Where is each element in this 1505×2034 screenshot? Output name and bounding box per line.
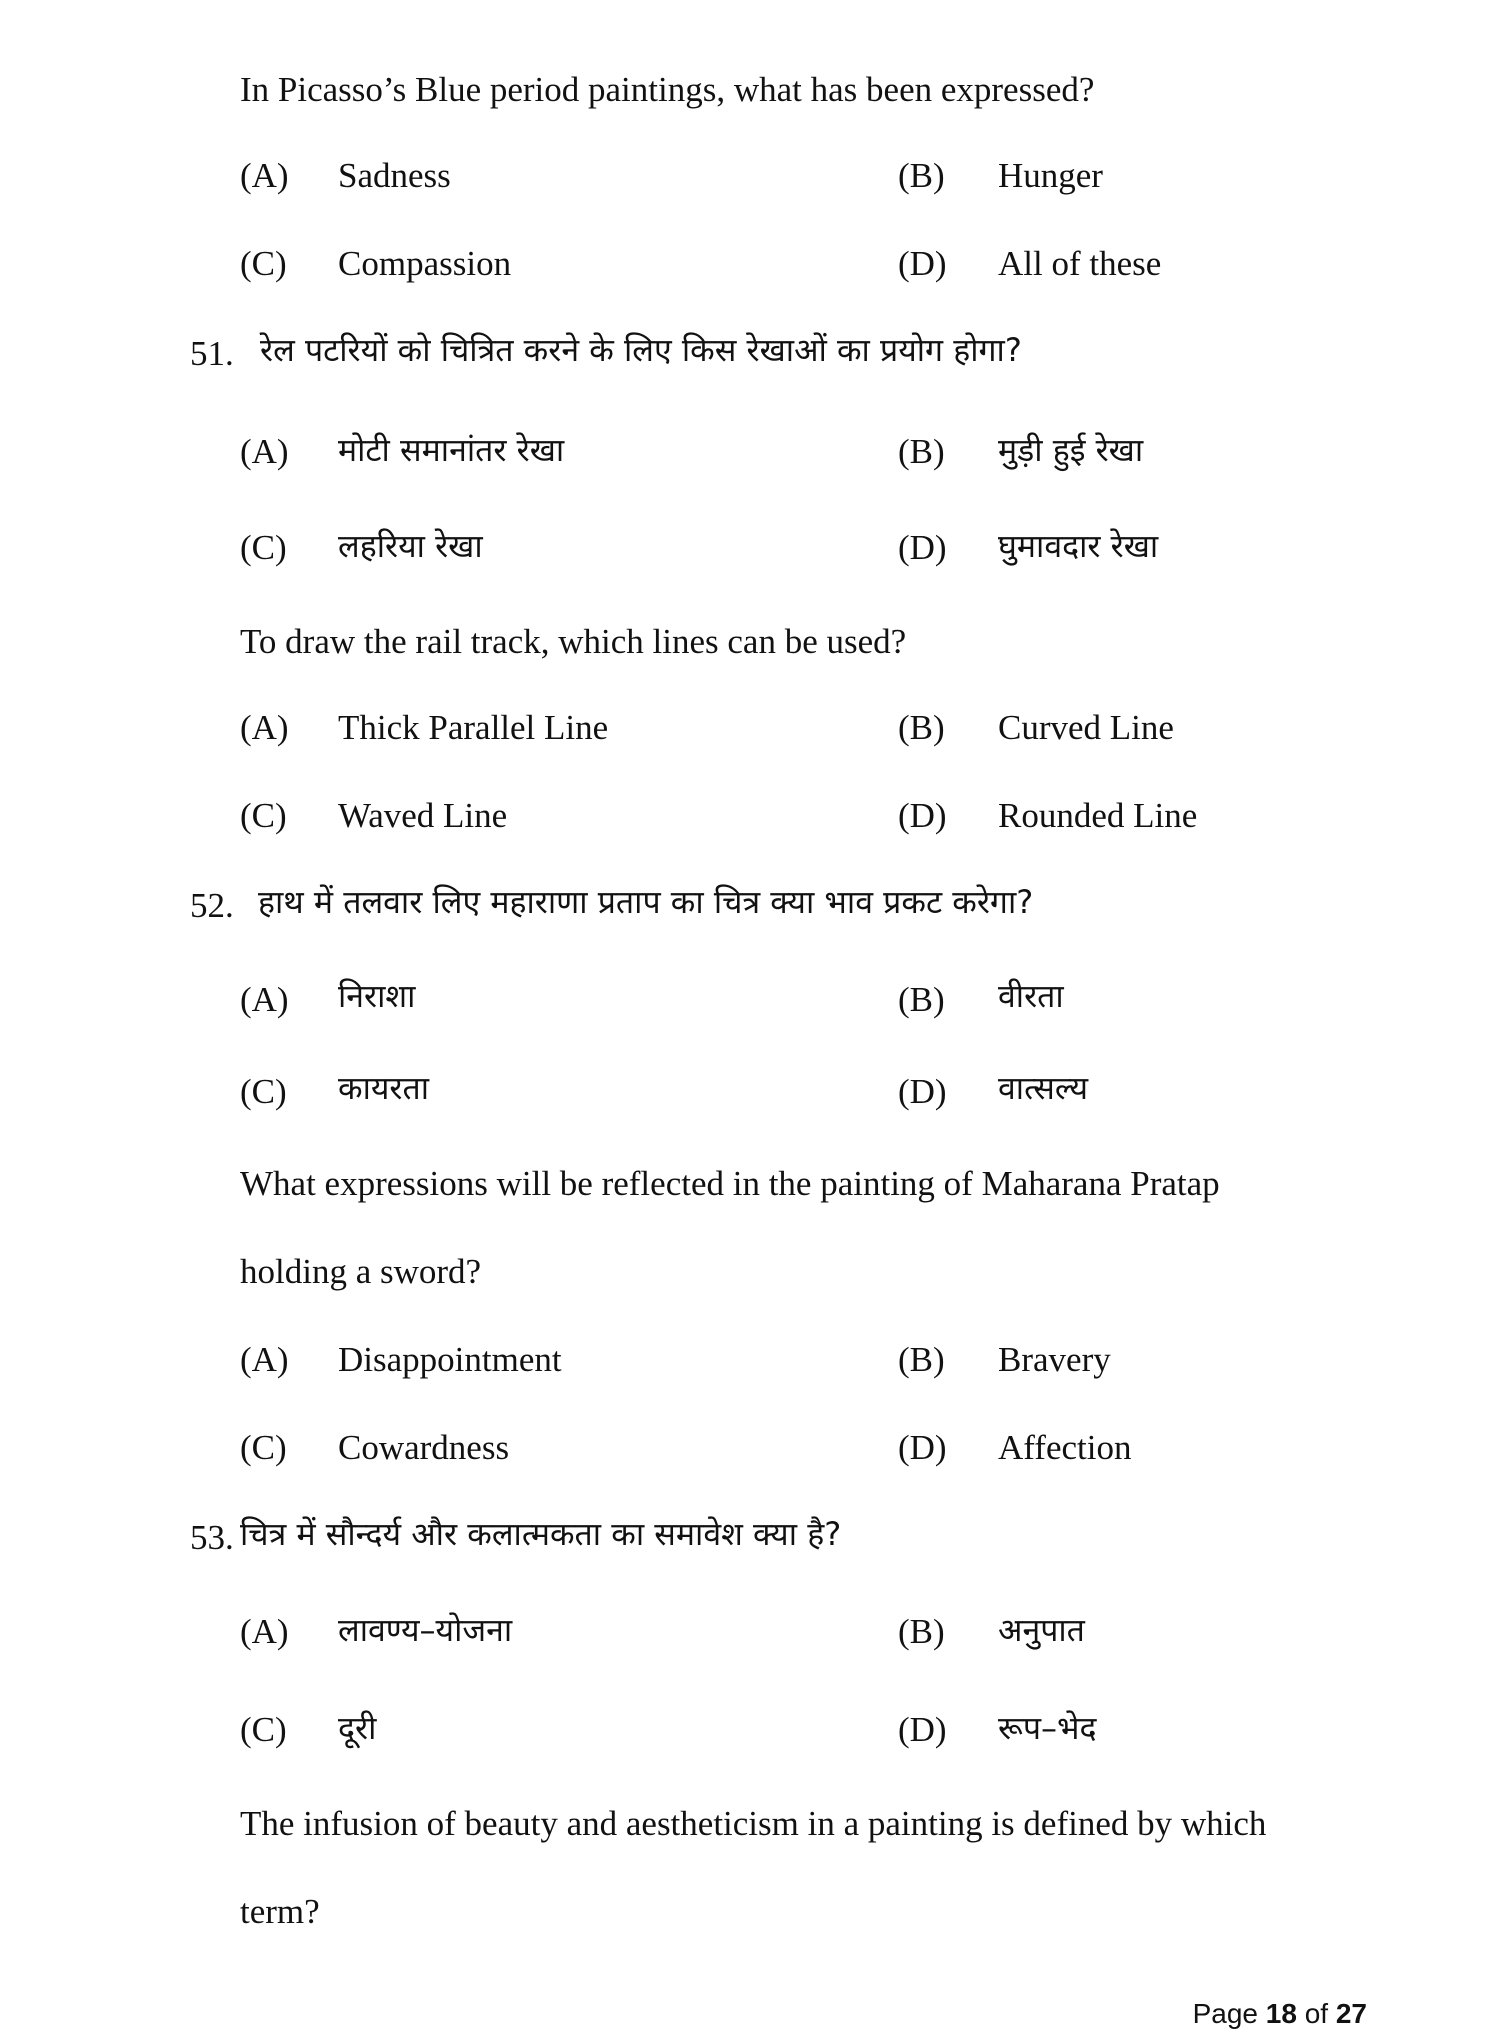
q51-hi-option-b-text: मुड़ी हुई रेखा — [998, 431, 1144, 469]
q51-en-option-d-text: Rounded Line — [998, 796, 1198, 835]
q53-hi-option-d-label: (D) — [898, 1710, 947, 1749]
page-number — [1193, 1998, 1367, 2030]
q50-option-d-text: All of these — [998, 244, 1162, 283]
question-50-english: In Picasso’s Blue period paintings, what has been expressed? — [240, 70, 1095, 109]
q51-hi-option-d-text: घुमावदार रेखा — [998, 527, 1159, 565]
q50-option-d-label: (D) — [898, 244, 947, 283]
q50-option-a-label: (A) — [240, 156, 289, 195]
q52-en-option-d-label: (D) — [898, 1428, 947, 1467]
q50-option-c-text: Compassion — [338, 244, 512, 283]
q52-hi-option-a-text: निराशा — [338, 977, 416, 1015]
q53-hi-option-c-label: (C) — [240, 1710, 287, 1749]
question-53-hindi: चित्र में सौन्दर्य और कलात्मकता का समावेश क्या है? — [240, 1515, 842, 1553]
q53-hi-option-b-text: अनुपात — [998, 1611, 1085, 1649]
question-53-number: 53. — [190, 1518, 234, 1557]
q52-hi-option-d-label: (D) — [898, 1072, 947, 1111]
q51-en-option-a-text: Thick Parallel Line — [338, 708, 609, 747]
q51-en-option-c-text: Waved Line — [338, 796, 508, 835]
q51-en-option-b-label: (B) — [898, 708, 945, 747]
q50-option-a-text: Sadness — [338, 156, 451, 195]
q51-en-option-d-label: (D) — [898, 796, 947, 835]
question-51-english: To draw the rail track, which lines can be used? — [240, 622, 907, 661]
q52-en-option-c-label: (C) — [240, 1428, 287, 1467]
q52-hi-option-a-label: (A) — [240, 980, 289, 1019]
q53-hi-option-c-text: दूरी — [338, 1709, 377, 1747]
q53-hi-option-b-label: (B) — [898, 1612, 945, 1651]
page-current: 18 — [1265, 1998, 1297, 2029]
q51-en-option-b-text: Curved Line — [998, 708, 1174, 747]
q51-hi-option-c-label: (C) — [240, 528, 287, 567]
q52-en-option-a-label: (A) — [240, 1340, 289, 1379]
page-of: of — [1296, 1998, 1336, 2029]
q51-hi-option-a-text: मोटी समानांतर रेखा — [338, 431, 565, 469]
q52-hi-option-d-text: वात्सल्य — [998, 1069, 1089, 1107]
q52-en-option-a-text: Disappointment — [338, 1340, 562, 1379]
q52-en-option-d-text: Affection — [998, 1428, 1132, 1467]
question-52-english-line2: holding a sword? — [240, 1252, 482, 1291]
question-52-number: 52. — [190, 886, 234, 925]
q52-en-option-c-text: Cowardness — [338, 1428, 510, 1467]
page-prefix: Page — [1192, 1998, 1266, 2029]
q51-en-option-a-label: (A) — [240, 708, 289, 747]
question-51-number: 51. — [190, 334, 234, 373]
q53-hi-option-a-text: लावण्य–योजना — [338, 1611, 513, 1649]
q51-hi-option-c-text: लहरिया रेखा — [338, 527, 483, 565]
q50-option-b-text: Hunger — [998, 156, 1103, 195]
q53-hi-option-d-text: रूप–भेद — [998, 1709, 1097, 1747]
question-52-hindi: हाथ में तलवार लिए महाराणा प्रताप का चित्र क्या भाव प्रकट करेगा? — [258, 883, 1034, 921]
q52-en-option-b-text: Bravery — [998, 1340, 1111, 1379]
q50-option-c-label: (C) — [240, 244, 287, 283]
question-53-english-line1: The infusion of beauty and aestheticism in a painting is defined by which — [240, 1804, 1267, 1843]
question-51-hindi: रेल पटरियों को चित्रित करने के लिए किस रेखाओं का प्रयोग होगा? — [260, 331, 1022, 369]
q52-hi-option-b-text: वीरता — [998, 977, 1064, 1015]
q51-hi-option-a-label: (A) — [240, 432, 289, 471]
q53-hi-option-a-label: (A) — [240, 1612, 289, 1651]
q52-hi-option-c-text: कायरता — [338, 1069, 430, 1107]
q51-hi-option-b-label: (B) — [898, 432, 945, 471]
q52-hi-option-b-label: (B) — [898, 980, 945, 1019]
q50-option-b-label: (B) — [898, 156, 945, 195]
question-52-english-line1: What expressions will be reflected in the painting of Maharana Pratap — [240, 1164, 1220, 1203]
q51-hi-option-d-label: (D) — [898, 528, 947, 567]
q51-en-option-c-label: (C) — [240, 796, 287, 835]
q52-hi-option-c-label: (C) — [240, 1072, 287, 1111]
page-total: 27 — [1335, 1998, 1367, 2029]
q52-en-option-b-label: (B) — [898, 1340, 945, 1379]
question-53-english-line2: term? — [240, 1892, 320, 1931]
